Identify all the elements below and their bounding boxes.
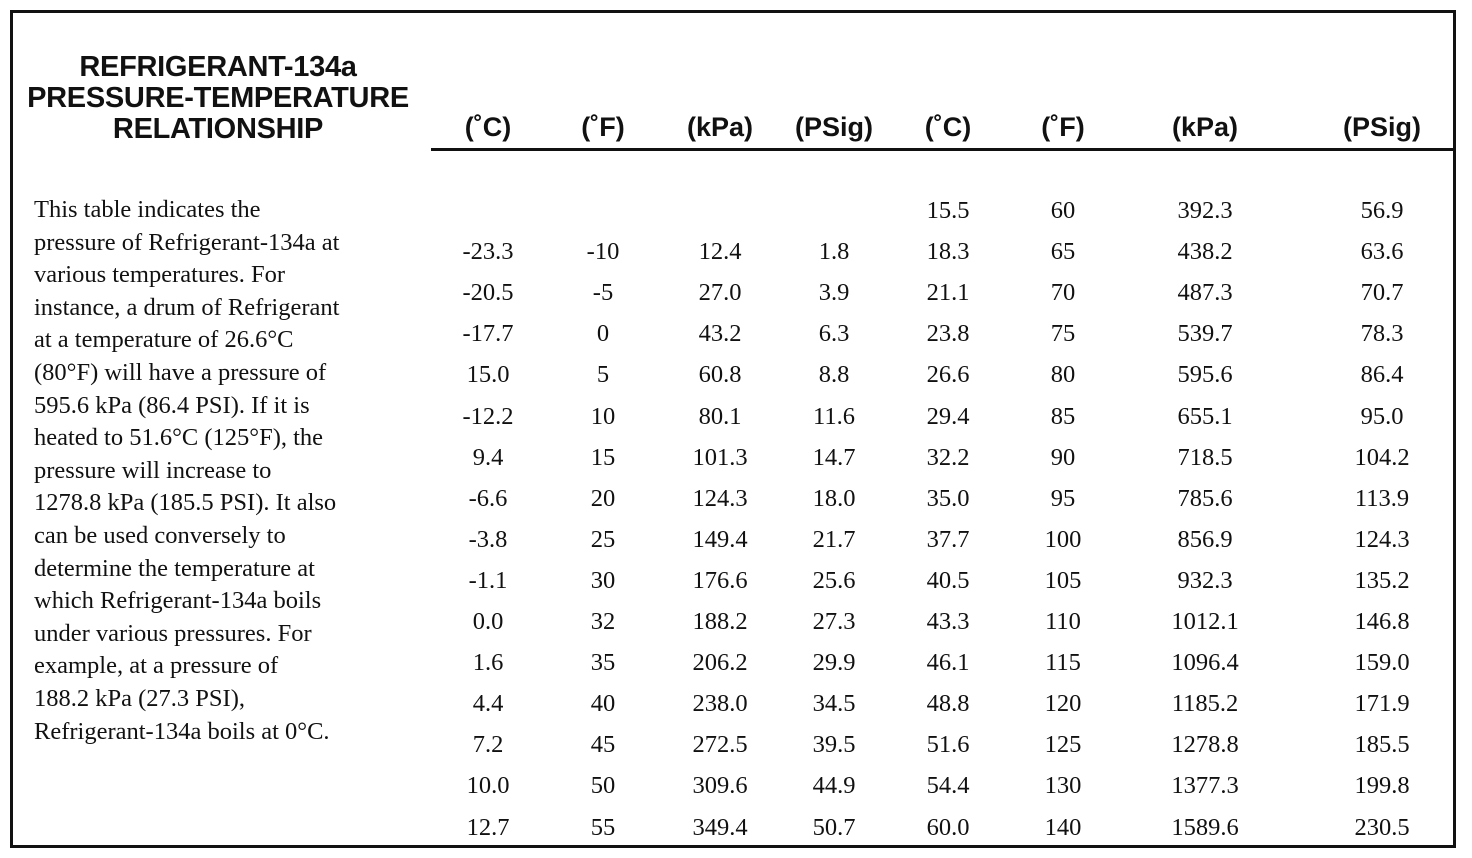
table-cell: 655.1 [1177,402,1233,430]
table-cell: 105 [1044,566,1082,594]
table-cell: 86.4 [1360,361,1404,389]
table-cell: 392.3 [1177,197,1233,224]
table-cell: 1278.8 [1171,731,1239,759]
table-cell: 149.4 [692,525,748,553]
table-cell: 104.2 [1354,443,1410,471]
table-cell: 10 [590,402,616,430]
table-cell: 35 [590,649,616,677]
description-line: 1278.8 kPa (185.5 PSI). It also [34,489,337,517]
table-cell: 18.3 [926,238,970,266]
table-cell: 124.3 [692,484,748,512]
title-line-1: REFRIGERANT-134a [79,51,357,83]
table-cell: 130 [1044,772,1082,800]
table-cell: 113.9 [1354,484,1410,512]
table-cell: 0 [596,320,610,348]
header-psig-2: (PSig) [1343,112,1421,142]
table-cell: 60 [1050,197,1076,224]
table-cell: -5 [592,279,614,307]
table-cell: 140 [1044,813,1082,841]
table-cell: 40.5 [926,566,970,594]
table-cell: -20.5 [462,279,514,307]
table-cell: 90 [1050,443,1076,471]
table-cell: 11.6 [813,402,855,430]
table-cell: -3.8 [468,525,508,553]
table-cell: 25 [590,525,616,553]
table-cell: 55 [590,813,616,841]
table-cell: 65 [1050,238,1076,266]
description-line: can be used conversely to [34,521,286,549]
table-cell: 1.6 [472,649,504,677]
description-line: Refrigerant-134a boils at 0°C. [34,717,330,745]
table-cell: 29.4 [926,402,970,430]
table-cell: 785.6 [1177,484,1233,512]
table-cell: 14.7 [812,443,856,471]
description-line: heated to 51.6°C (125°F), the [34,424,324,452]
table-cell: 6.3 [818,320,850,348]
table-cell: 80 [1050,361,1076,389]
description-line: instance, a drum of Refrigerant [34,293,340,321]
table-cell: 60.0 [926,813,970,841]
table-cell: 48.8 [926,690,970,718]
table-cell: 110 [1045,608,1081,635]
table-cell: 185.5 [1354,731,1410,759]
table-cell: 29.9 [812,649,856,677]
table-cell: 95 [1050,484,1076,512]
table-cell: 78.3 [1360,320,1404,348]
description-line: (80°F) will have a pressure of [34,358,327,386]
table-cell: 45 [590,731,616,759]
header-temp-f-2: (˚F) [1041,112,1085,142]
table-cell: 15.0 [466,361,510,389]
table-cell: 1012.1 [1171,608,1239,635]
description-line: at a temperature of 26.6°C [34,326,294,354]
table-cell: 120 [1044,690,1082,718]
table-cell: 12.7 [466,813,510,841]
description-line: pressure will increase to [34,456,272,484]
table-cell: 10.0 [466,772,510,800]
table-cell: 43.3 [926,608,970,635]
header-psig-1: (PSig) [795,112,873,142]
table-cell: 15.5 [926,197,970,224]
table-cell: 0.0 [472,608,504,635]
table-cell: 63.6 [1360,238,1404,266]
table-cell: 1185.2 [1171,690,1239,718]
header-rule [431,148,1456,151]
table-cell: 595.6 [1177,361,1233,389]
table-cell: 159.0 [1354,649,1410,677]
table-cell: -17.7 [462,320,514,348]
table-cell: 309.6 [692,772,748,800]
table-cell: 95.0 [1360,402,1404,430]
table-cell: 44.9 [812,772,856,800]
table-cell: 4.4 [472,690,504,718]
title-line-3: RELATIONSHIP [112,113,324,145]
description-line: which Refrigerant-134a boils [34,587,322,615]
table-cell: 1377.3 [1171,772,1239,800]
table-cell: 9.4 [472,443,504,471]
table-cell: 18.0 [812,484,856,512]
table-cell: 39.5 [812,731,856,759]
table-cell: -10 [586,238,620,266]
table-cell: 1.8 [818,238,850,266]
table-cell: 1589.6 [1171,813,1239,841]
table-cell: 487.3 [1177,279,1233,307]
table-cell: 30 [590,566,616,594]
table-cell: 70 [1050,279,1076,307]
table-cell: 146.8 [1354,608,1410,635]
table-cell: 85 [1050,402,1076,430]
table-cell: -6.6 [468,484,508,512]
table-cell: 199.8 [1354,772,1410,800]
table-cell: 1096.4 [1171,649,1239,677]
table-cell: 176.6 [692,566,748,594]
description-line: various temperatures. For [34,261,286,289]
table-cell: 5 [596,361,610,389]
table-cell: 32 [590,608,616,635]
table-cell: 56.9 [1360,197,1404,224]
table-cell: 932.3 [1177,566,1233,594]
table-cell: 75 [1050,320,1076,348]
table-cell: 124.3 [1354,525,1410,553]
description-line: example, at a pressure of [34,652,279,680]
header-kpa-1: (kPa) [686,112,754,142]
table-cell: 856.9 [1177,525,1233,553]
table-cell: 3.9 [818,279,850,307]
table-cell: 539.7 [1177,320,1233,348]
table-cell: 54.4 [926,772,970,800]
table-cell: 43.2 [698,320,742,348]
table-cell: 438.2 [1177,238,1233,266]
table-cell: 32.2 [926,443,970,471]
table-cell: 7.2 [472,731,504,759]
table-cell: 20 [590,484,616,512]
header-kpa-2: (kPa) [1171,112,1239,142]
table-cell: 101.3 [692,443,748,471]
table-cell: 25.6 [812,566,856,594]
header-temp-f-1: (˚F) [581,112,625,142]
table-cell: 206.2 [692,649,748,677]
table-cell: 135.2 [1354,566,1410,594]
table-cell: 238.0 [692,690,748,718]
table-cell: -12.2 [462,402,514,430]
description-line: 595.6 kPa (86.4 PSI). If it is [34,391,310,419]
table-cell: 51.6 [926,731,970,759]
table-cell: 115 [1045,649,1081,677]
table-cell: 188.2 [692,608,748,635]
table-cell: 171.9 [1354,690,1410,718]
table-cell: -1.1 [468,566,508,594]
table-cell: 37.7 [926,525,970,553]
description-line: 188.2 kPa (27.3 PSI), [34,684,245,712]
table-cell: 12.4 [698,238,742,266]
table-title [16,52,420,145]
title-line-2: PRESSURE-TEMPERATURE [27,82,409,114]
header-temp-c-2: (˚C) [924,112,972,142]
table-cell: 26.6 [926,361,970,389]
table-cell: 21.1 [926,279,970,307]
table-cell: 46.1 [926,649,970,677]
table-cell: 60.8 [698,361,742,389]
table-cell: 8.8 [818,361,850,389]
table-cell: -23.3 [462,238,514,266]
table-cell: 34.5 [812,690,856,718]
description-line: under various pressures. For [34,619,312,647]
table-cell: 50 [590,772,616,800]
description-line: determine the temperature at [34,554,315,582]
table-cell: 80.1 [698,402,742,430]
table-cell: 21.7 [812,525,856,553]
description-line: This table indicates the [34,196,261,223]
table-cell: 718.5 [1177,443,1233,471]
table-cell: 23.8 [926,320,970,348]
table-cell: 125 [1044,731,1082,759]
table-cell: 40 [590,690,616,718]
table-cell: 27.3 [812,608,856,635]
description-text [34,194,426,748]
table-cell: 272.5 [692,731,748,759]
table-cell: 100 [1044,525,1082,553]
table-cell: 230.5 [1354,813,1410,841]
table-cell: 27.0 [698,279,742,307]
table-cell: 15 [590,443,616,471]
table-cell: 349.4 [692,813,748,841]
table-cell: 70.7 [1360,279,1404,307]
table-cell: 50.7 [812,813,856,841]
description-line: pressure of Refrigerant-134a at [34,228,340,256]
header-temp-c-1: (˚C) [464,112,512,142]
table-cell: 35.0 [926,484,970,512]
